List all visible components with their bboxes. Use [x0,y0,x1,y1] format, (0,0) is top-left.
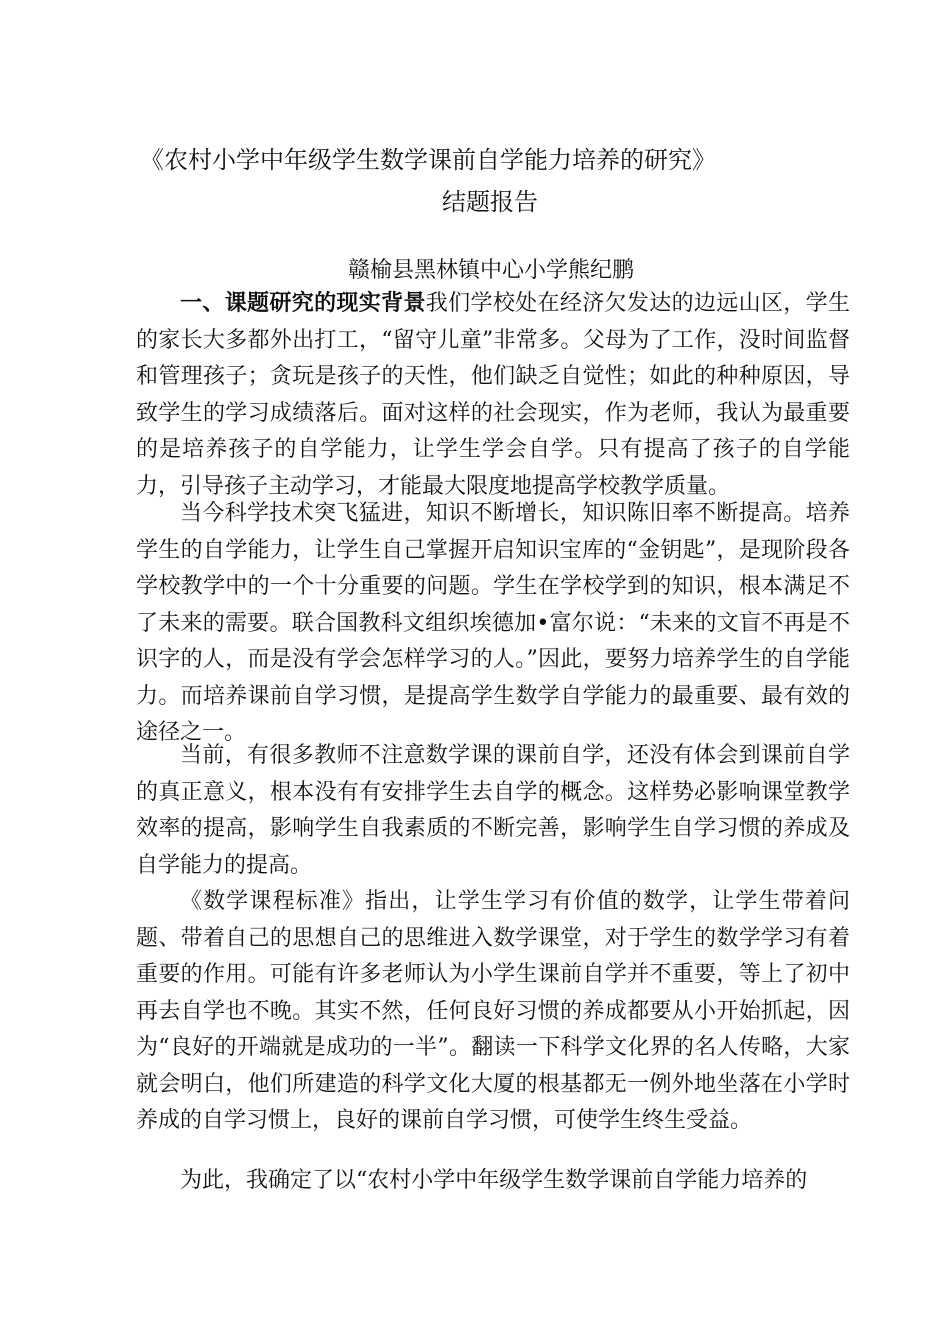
paragraph: 当前，有很多教师不注意数学课的课前自学，还没有体会到课前自学的真正意义，根本没有有安排学生去自学的概念。这样势必影响课堂教学效率的提高，影响学生自我素质的不断完善，影响学生自学习惯的养成及自学能力的提高。 [136,743,850,878]
paragraph: 《数学课程标准》指出，让学生学习有价值的数学，让学生带着问题、带着自己的思想自己的思维进入数学课堂，对于学生的数学学习有着重要的作用。可能有许多老师认为小学生课前自学并不重要，等上了初中再去自学也不晚。其实不然，任何良好习惯的养成都要从小开始抓起，因为“良好的开端就是成功的一半”。翻读一下科学文化界的名人传略，大家就会明白，他们所建造的科学文化大厦的根基都无一例外地坐落在小学时养成的自学习惯上，良好的课前自学习惯，可使学生终生受益。 [136,889,850,1133]
report-title: 《农村小学中年级学生数学课前自学能力培养的研究》 [140,146,716,174]
section-heading: 一、课题研究的现实背景 [180,291,426,316]
author-line: 赣榆县黑林镇中心小学熊纪鹏 [348,258,635,283]
paragraph-background [136,286,850,505]
paragraph-text: 我们学校处在经济欠发达的边远山区，学生的家长大多都外出打工，“留守儿童”非常多。父母为了工作，没时间监督和管理孩子；贪玩是孩子的天性，他们缺乏自觉性；如此的种种原因，导致学生的学习成绩落后。面对这样的社会现实，作为老师，我认为最重要的是培养孩子的自学能力，让学生学会自学。只有提高了孩子的自学能力，引导孩子主动学习，才能最大限度地提高学校教学质量。 [136,291,850,499]
paragraph: 为此，我确定了以“农村小学中年级学生数学课前自学能力培养的 [180,1168,808,1193]
paragraph: 当今科学技术突飞猛进，知识不断增长，知识陈旧率不断提高。培养学生的自学能力，让学生自己掌握开启知识宝库的“金钥匙”，是现阶段各学校教学中的一个十分重要的问题。学生在学校学到的知识，根本满足不了未来的需要。联合国教科文组织埃德加•富尔说：“未来的文盲不再是不识字的人，而是没有学会怎样学习的人。”因此，要努力培养学生的自学能力。而培养课前自学习惯，是提高学生数学自学能力的最重要、最有效的途径之一。 [136,501,850,745]
report-subtitle: 结题报告 [442,188,538,216]
